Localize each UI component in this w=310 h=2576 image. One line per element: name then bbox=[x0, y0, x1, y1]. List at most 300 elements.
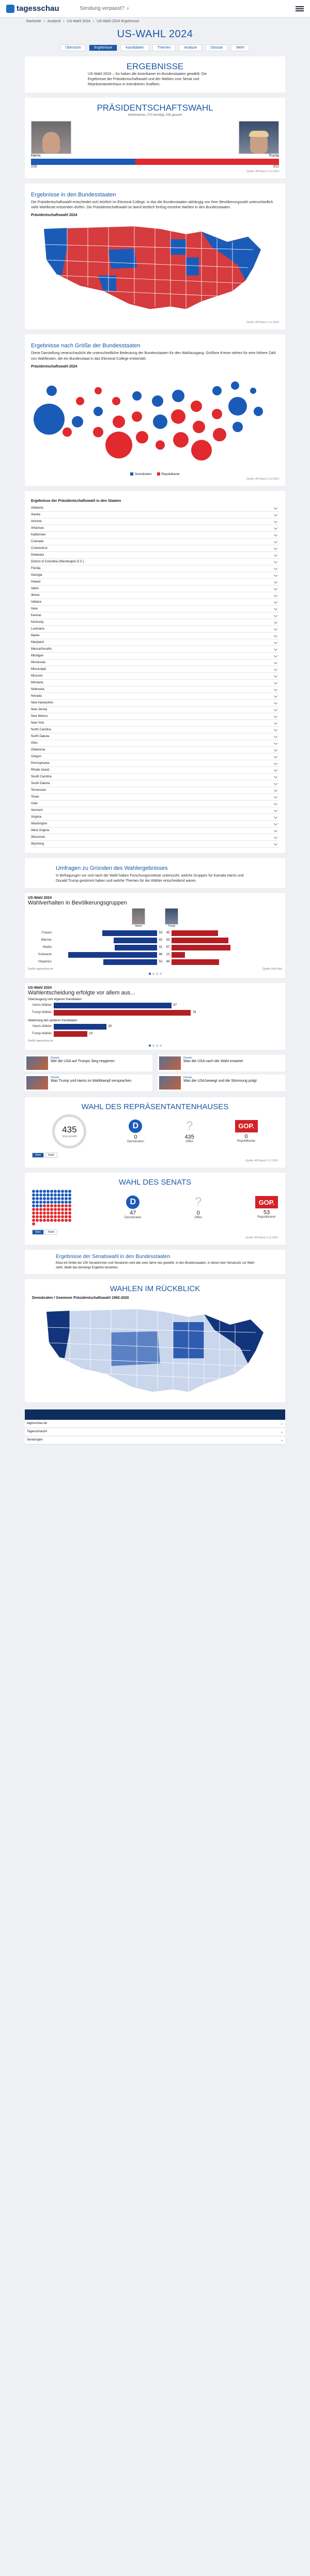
candidate-thumb bbox=[132, 908, 145, 928]
open-column bbox=[185, 1120, 194, 1143]
state-row[interactable] bbox=[31, 801, 279, 807]
chevron-down-icon bbox=[274, 540, 277, 543]
breadcrumb: Startseite › Ausland › US-Wahl 2024 › US-Wahl 2024 Ergebnisse bbox=[26, 20, 140, 23]
state-bubble[interactable] bbox=[132, 411, 142, 422]
harris-value: 41 bbox=[159, 946, 163, 949]
senate-seat bbox=[50, 1204, 53, 1207]
senate-seat bbox=[57, 1215, 60, 1218]
senate-seat bbox=[36, 1197, 39, 1200]
senate-seat bbox=[50, 1215, 53, 1218]
group-row bbox=[28, 952, 282, 958]
senate-seat bbox=[61, 1201, 64, 1204]
harris-value: 52 bbox=[159, 960, 163, 964]
gop-logo-icon: GOP. bbox=[235, 1120, 258, 1132]
state-name: Pennsylvania bbox=[31, 761, 50, 765]
trump-thumb bbox=[165, 908, 178, 925]
state-row[interactable] bbox=[31, 827, 279, 834]
state-row[interactable] bbox=[31, 619, 279, 626]
source-note: Quelle: AP/Stand: 6.11.2024 bbox=[246, 477, 279, 481]
state-row[interactable] bbox=[31, 673, 279, 680]
state-bubble[interactable] bbox=[76, 397, 84, 405]
state-bubble[interactable] bbox=[212, 386, 222, 395]
chevron-down-icon bbox=[274, 748, 277, 752]
state-bubble[interactable] bbox=[94, 407, 103, 416]
state-bubble[interactable] bbox=[254, 407, 263, 416]
senate-seat bbox=[47, 1193, 50, 1197]
group-label: Hispanics bbox=[38, 960, 52, 964]
chevron-down-icon bbox=[274, 714, 277, 718]
motive-value: 67 bbox=[173, 1004, 177, 1007]
senate-seat bbox=[50, 1212, 53, 1215]
state-name: New Mexico bbox=[31, 714, 48, 718]
state-row[interactable] bbox=[31, 646, 279, 653]
senate-seat bbox=[39, 1208, 42, 1211]
harris-value: 53 bbox=[159, 931, 163, 935]
source-note: Quelle: AP/Stand: 6.11.2024 bbox=[245, 1159, 278, 1162]
teaser-image bbox=[26, 1076, 48, 1090]
senate-seat bbox=[47, 1197, 50, 1200]
state-bubble[interactable] bbox=[47, 386, 57, 396]
senate-seat bbox=[43, 1193, 46, 1197]
section-tabs bbox=[0, 42, 310, 56]
democrat-logo-icon: D bbox=[129, 1120, 142, 1133]
state-name: South Carolina bbox=[31, 775, 52, 778]
state-row[interactable] bbox=[31, 639, 279, 646]
motive-row bbox=[28, 1002, 282, 1009]
view-toggle bbox=[32, 1153, 278, 1158]
senate-seat bbox=[68, 1219, 71, 1222]
voter-group: Trump-Wähler bbox=[32, 1011, 52, 1015]
senate-seat bbox=[47, 1212, 50, 1215]
senate-seat bbox=[32, 1197, 35, 1200]
trump-bar bbox=[172, 930, 218, 936]
state-row[interactable] bbox=[31, 586, 279, 592]
breadcrumb-item[interactable]: Startseite bbox=[26, 20, 41, 23]
candidate-left bbox=[31, 121, 71, 158]
senate-seat bbox=[57, 1197, 60, 1200]
chevron-down-icon bbox=[274, 553, 277, 557]
state-bubble[interactable] bbox=[193, 421, 205, 433]
menu-icon[interactable] bbox=[296, 6, 304, 11]
chevron-down-icon bbox=[274, 741, 277, 745]
state-row[interactable] bbox=[31, 525, 279, 532]
state-bubble[interactable] bbox=[153, 415, 167, 429]
senate-seat bbox=[50, 1197, 53, 1200]
tab-more[interactable]: Mehr bbox=[231, 44, 250, 51]
state-name: South Dakota bbox=[31, 781, 50, 785]
footer-link-label: tagesschau.de bbox=[27, 1422, 48, 1425]
tab-topics[interactable]: Themen bbox=[152, 44, 176, 51]
chevron-down-icon bbox=[274, 614, 277, 617]
senate-seat bbox=[50, 1193, 53, 1197]
senate-seat bbox=[68, 1193, 71, 1197]
state-row[interactable] bbox=[31, 787, 279, 794]
dem-seats: 47 bbox=[130, 1210, 136, 1217]
senate-seat bbox=[65, 1197, 68, 1200]
state-name: Utah bbox=[31, 802, 38, 805]
question-mark-icon: ? bbox=[195, 1195, 202, 1209]
chevron-down-icon bbox=[274, 607, 277, 610]
candidate-name: Trump bbox=[269, 154, 279, 158]
breadcrumb-item[interactable]: Ausland bbox=[47, 20, 61, 23]
credit: Grafik: tagesschau.de bbox=[28, 967, 53, 971]
tab-glossary[interactable]: Glossar bbox=[205, 44, 228, 51]
state-row[interactable] bbox=[31, 539, 279, 545]
state-row[interactable] bbox=[31, 518, 279, 525]
senate-seat bbox=[43, 1197, 46, 1200]
senate-seat bbox=[57, 1201, 60, 1204]
state-bubble[interactable] bbox=[171, 409, 185, 424]
state-name: Connecticut bbox=[31, 546, 48, 550]
state-bubble[interactable] bbox=[113, 416, 125, 428]
senate-seat bbox=[68, 1201, 71, 1204]
source-note: Quelle: AP/Stand: 6.11.2024 bbox=[246, 321, 279, 325]
senate-seat bbox=[68, 1204, 71, 1207]
senate-seat bbox=[68, 1215, 71, 1218]
question-mark-icon: ? bbox=[186, 1118, 193, 1133]
state-bubble[interactable] bbox=[212, 409, 222, 419]
open-seats: 435 bbox=[184, 1133, 194, 1140]
state-row[interactable] bbox=[31, 572, 279, 579]
us-results-map[interactable] bbox=[31, 219, 274, 317]
state-row[interactable] bbox=[31, 592, 279, 599]
senate-seat bbox=[36, 1212, 39, 1215]
state-bubble[interactable] bbox=[72, 416, 83, 427]
state-row[interactable] bbox=[31, 780, 279, 787]
chevron-down-icon bbox=[274, 728, 277, 731]
state-row[interactable] bbox=[31, 626, 279, 633]
slide-footer bbox=[28, 1039, 282, 1042]
senate-seat bbox=[39, 1197, 42, 1200]
candidate-name: Harris bbox=[135, 924, 142, 928]
article-teaser[interactable] bbox=[25, 1075, 152, 1091]
state-name: Illinois bbox=[31, 593, 40, 597]
state-bubble[interactable] bbox=[213, 428, 226, 441]
senate-seat bbox=[65, 1208, 68, 1211]
trump-bar bbox=[172, 952, 185, 958]
state-row[interactable] bbox=[31, 834, 279, 841]
state-bubble[interactable] bbox=[191, 440, 212, 461]
harris-bar bbox=[114, 938, 157, 943]
state-bubble[interactable] bbox=[132, 391, 142, 401]
state-bubble[interactable] bbox=[173, 432, 189, 448]
state-bubble[interactable] bbox=[34, 404, 65, 435]
senate-seat bbox=[50, 1190, 53, 1193]
chart-title: Präsidentschaftswahl 2024 bbox=[31, 213, 78, 218]
state-bubble[interactable] bbox=[172, 390, 184, 402]
state-name: Nevada bbox=[31, 694, 42, 698]
state-row[interactable] bbox=[31, 767, 279, 774]
senate-seat bbox=[32, 1201, 35, 1204]
state-row[interactable] bbox=[31, 821, 279, 827]
house-results bbox=[25, 1097, 285, 1168]
teaser-image bbox=[159, 1056, 181, 1070]
trump-bar bbox=[172, 938, 228, 943]
chevron-down-icon bbox=[274, 560, 277, 563]
state-row[interactable] bbox=[31, 720, 279, 727]
state-row[interactable] bbox=[31, 599, 279, 606]
state-name: Montana bbox=[31, 681, 43, 684]
voter-group: Harris-Wähler bbox=[32, 1025, 52, 1029]
state-bubble[interactable] bbox=[112, 397, 120, 405]
section-heading: WAHL DES SENATS bbox=[118, 1177, 192, 1187]
candidate-name: Harris bbox=[31, 154, 41, 158]
state-bubble[interactable] bbox=[228, 397, 247, 416]
toggle-seats[interactable]: Sitze bbox=[32, 1230, 44, 1235]
senate-seat bbox=[32, 1190, 35, 1193]
slide-footer bbox=[28, 968, 282, 971]
motive-row bbox=[28, 1023, 282, 1030]
state-row[interactable] bbox=[31, 713, 279, 720]
map-base bbox=[44, 226, 261, 309]
senate-seat bbox=[61, 1212, 64, 1215]
state-row[interactable] bbox=[31, 700, 279, 707]
candidate-name: Trump bbox=[167, 924, 176, 928]
tab-overview[interactable]: Übersicht bbox=[60, 44, 86, 51]
senate-seat bbox=[36, 1204, 39, 1207]
state-name: Arkansas bbox=[31, 526, 44, 530]
state-row[interactable] bbox=[31, 552, 279, 559]
footer-link[interactable] bbox=[25, 1428, 285, 1436]
chevron-down-icon bbox=[274, 640, 277, 644]
teaser-kicker: Dossier bbox=[183, 1056, 192, 1060]
open-label: Offen bbox=[185, 1140, 193, 1143]
colorado[interactable] bbox=[109, 249, 137, 269]
illinois[interactable] bbox=[186, 257, 199, 275]
state-name: Washington bbox=[31, 822, 48, 825]
senate-seat bbox=[57, 1208, 60, 1211]
state-row[interactable] bbox=[31, 666, 279, 673]
senate-seat bbox=[54, 1215, 57, 1218]
senate-seat bbox=[39, 1204, 42, 1207]
total-label: Sitze gesamt bbox=[61, 1134, 77, 1138]
footer-link[interactable] bbox=[25, 1436, 285, 1445]
state-row[interactable] bbox=[31, 579, 279, 586]
senate-seat bbox=[47, 1219, 50, 1222]
state-row[interactable] bbox=[31, 505, 279, 512]
senate-states-text bbox=[25, 1250, 285, 1274]
state-bubble[interactable] bbox=[152, 395, 163, 407]
bubble-map[interactable] bbox=[31, 370, 274, 468]
motive-value: 30 bbox=[108, 1025, 112, 1029]
chart-title: Demokraten / Gewinner Präsidentschaftswahl 1992-2020 bbox=[32, 1296, 129, 1300]
state-name: Rhode Island bbox=[31, 768, 50, 772]
state-name: Oklahoma bbox=[31, 748, 45, 752]
rep-label: Republikaner bbox=[257, 1216, 276, 1219]
tab-results[interactable]: Ergebnisse bbox=[89, 44, 117, 51]
state-row[interactable] bbox=[31, 512, 279, 518]
chevron-down-icon bbox=[274, 667, 277, 671]
state-row[interactable] bbox=[31, 733, 279, 740]
state-row[interactable] bbox=[31, 680, 279, 686]
harris-thumb bbox=[132, 908, 145, 925]
rep-column bbox=[235, 1120, 258, 1143]
chevron-down-icon bbox=[274, 546, 277, 550]
motive-value: 19 bbox=[89, 1032, 92, 1036]
senate-seat bbox=[54, 1219, 57, 1222]
article-teaser[interactable] bbox=[158, 1055, 285, 1071]
senate-seat-grid bbox=[32, 1190, 71, 1225]
state-row[interactable] bbox=[31, 807, 279, 814]
state-accordion bbox=[31, 505, 279, 848]
footer-bar bbox=[25, 1409, 285, 1420]
chevron-down-icon bbox=[274, 647, 277, 651]
description: Die Präsidentschaftswahl entscheidet sich letztlich im Electoral College, in das die Bundesstaaten abhängig von ihrer Bevölkerungszahl unterschiedlich viele Wahlleute entsenden dürfen. Die Präsidentschaftswahl ist damit letztlich fünfzig einzelne Wahlen in den Bundesstaaten. bbox=[31, 201, 273, 210]
senate-seat bbox=[61, 1219, 64, 1222]
state-row[interactable] bbox=[31, 794, 279, 801]
harris-bar bbox=[115, 945, 157, 950]
electoral-votes-bar bbox=[31, 159, 279, 165]
article-teaser[interactable] bbox=[25, 1055, 152, 1071]
toggle-map[interactable]: Karte bbox=[45, 1153, 57, 1158]
open-column bbox=[195, 1195, 203, 1219]
chevron-down-icon bbox=[274, 808, 277, 812]
state-name: Alaska bbox=[31, 513, 41, 516]
group-label: Ablehnung des anderen Kandidaten bbox=[28, 1019, 78, 1022]
state-row[interactable] bbox=[31, 774, 279, 780]
chevron-down-icon bbox=[274, 600, 277, 604]
senate-seat bbox=[47, 1190, 50, 1193]
minnesota[interactable] bbox=[171, 239, 186, 255]
state-row[interactable] bbox=[31, 559, 279, 565]
senate-seat bbox=[39, 1219, 42, 1222]
senate-seat bbox=[50, 1201, 53, 1204]
survey-slide-groups bbox=[25, 893, 285, 978]
state-bubble[interactable] bbox=[105, 432, 132, 458]
dem-votes: 226 bbox=[31, 165, 37, 169]
group-label: Frauen bbox=[41, 931, 52, 935]
slider-dots[interactable] bbox=[28, 1045, 282, 1047]
trump-bar bbox=[172, 945, 230, 950]
history-map[interactable] bbox=[34, 1301, 276, 1394]
missed-show-link[interactable] bbox=[80, 6, 130, 11]
portrait-icon bbox=[250, 132, 268, 154]
senate-seat bbox=[65, 1219, 68, 1222]
state-row[interactable] bbox=[31, 532, 279, 539]
candidate-thumb bbox=[165, 908, 178, 928]
chevron-down-icon bbox=[274, 781, 277, 785]
state-row[interactable] bbox=[31, 633, 279, 639]
senate-seat bbox=[57, 1190, 60, 1193]
toggle-map[interactable]: Karte bbox=[45, 1230, 57, 1235]
state-row[interactable] bbox=[31, 760, 279, 767]
slider-dots[interactable] bbox=[28, 973, 282, 975]
subtitle: Umfragen zu Gründen des Wahlergebnisses bbox=[56, 865, 168, 871]
toggle-seats[interactable]: Sitze bbox=[32, 1153, 44, 1158]
state-row[interactable] bbox=[31, 653, 279, 660]
source-note: Quelle: AP/Stand: 6.11.2024 bbox=[245, 1236, 278, 1239]
map-legend bbox=[31, 472, 279, 476]
article-teaser[interactable] bbox=[158, 1075, 285, 1091]
state-bubble[interactable] bbox=[250, 388, 256, 394]
state-row[interactable] bbox=[31, 747, 279, 754]
chevron-down-icon bbox=[274, 708, 277, 711]
state-name: Florida bbox=[31, 566, 41, 570]
state-name: New York bbox=[31, 721, 44, 725]
state-bubble[interactable] bbox=[233, 422, 243, 432]
brand-name: tagesschau bbox=[17, 4, 59, 13]
state-bubble[interactable] bbox=[191, 401, 202, 412]
state-row[interactable] bbox=[31, 693, 279, 700]
chevron-down-icon bbox=[274, 533, 277, 536]
state-name: North Carolina bbox=[31, 728, 51, 731]
state-row[interactable] bbox=[31, 686, 279, 693]
state-row[interactable] bbox=[31, 565, 279, 572]
chevron-down-icon bbox=[274, 694, 277, 698]
state-row[interactable] bbox=[31, 606, 279, 612]
state-bubble[interactable] bbox=[63, 427, 72, 437]
tagesschau-logo[interactable] bbox=[6, 4, 59, 13]
chevron-down-icon bbox=[274, 788, 277, 792]
state-name: Maryland bbox=[31, 640, 44, 644]
senate-seat bbox=[65, 1212, 68, 1215]
senate-summary bbox=[32, 1190, 278, 1225]
state-row[interactable] bbox=[31, 707, 279, 713]
rep-votes: 312 bbox=[273, 165, 279, 169]
harris-bar bbox=[103, 959, 157, 965]
state-row[interactable] bbox=[31, 814, 279, 821]
state-row[interactable] bbox=[31, 727, 279, 733]
open-label: Offen bbox=[194, 1216, 203, 1220]
slide-title: Wahlentscheidung erfolgte vor allem aus... bbox=[28, 989, 135, 996]
senate-seat bbox=[61, 1215, 64, 1218]
rep-seats: 0 bbox=[244, 1133, 248, 1140]
state-bubble[interactable] bbox=[136, 431, 148, 443]
state-row[interactable] bbox=[31, 660, 279, 666]
chevron-down-icon bbox=[274, 587, 277, 590]
senate-seat bbox=[65, 1215, 68, 1218]
state-bubble[interactable] bbox=[93, 427, 103, 437]
top-navigation bbox=[0, 0, 310, 18]
chevron-down-icon bbox=[274, 734, 277, 738]
open-seats: 0 bbox=[196, 1210, 200, 1217]
group-label: Männer bbox=[41, 939, 52, 942]
state-bubble[interactable] bbox=[95, 387, 102, 394]
senate-seat bbox=[61, 1190, 64, 1193]
group-row bbox=[28, 937, 282, 944]
state-list-card bbox=[25, 491, 285, 853]
teaser-title: Wie die USA auf Trumps Sieg reagieren bbox=[51, 1059, 115, 1063]
state-row[interactable] bbox=[31, 841, 279, 848]
chevron-down-icon bbox=[274, 822, 277, 825]
tab-analysis[interactable]: Analyse bbox=[179, 44, 202, 51]
search-label: Sendung verpasst? bbox=[80, 6, 125, 11]
voter-group: Trump-Wähler bbox=[32, 1032, 52, 1036]
senate-seat bbox=[54, 1212, 57, 1215]
chevron-down-icon bbox=[274, 755, 277, 758]
state-row[interactable] bbox=[31, 612, 279, 619]
state-bubble[interactable] bbox=[231, 381, 239, 390]
senate-seat bbox=[32, 1212, 35, 1215]
breadcrumb-item[interactable]: US-Wahl 2024 bbox=[67, 20, 90, 23]
tab-candidates[interactable]: Kandidaten bbox=[120, 44, 149, 51]
senate-seat bbox=[57, 1193, 60, 1197]
state-name: Minnesota bbox=[31, 661, 45, 664]
footer-link[interactable] bbox=[25, 1420, 285, 1428]
chevron-down-icon bbox=[274, 573, 277, 577]
harris-value: 42 bbox=[159, 939, 163, 942]
chevron-down-icon bbox=[274, 829, 277, 832]
senate-seat bbox=[36, 1201, 39, 1204]
state-name: Virginia bbox=[31, 815, 41, 819]
state-row[interactable] bbox=[31, 545, 279, 552]
senate-seat bbox=[43, 1201, 46, 1204]
president-result-card bbox=[25, 98, 285, 178]
state-row[interactable] bbox=[31, 740, 279, 747]
state-row[interactable] bbox=[31, 754, 279, 760]
chevron-down-icon bbox=[274, 687, 277, 691]
state-bubble[interactable] bbox=[156, 440, 165, 450]
